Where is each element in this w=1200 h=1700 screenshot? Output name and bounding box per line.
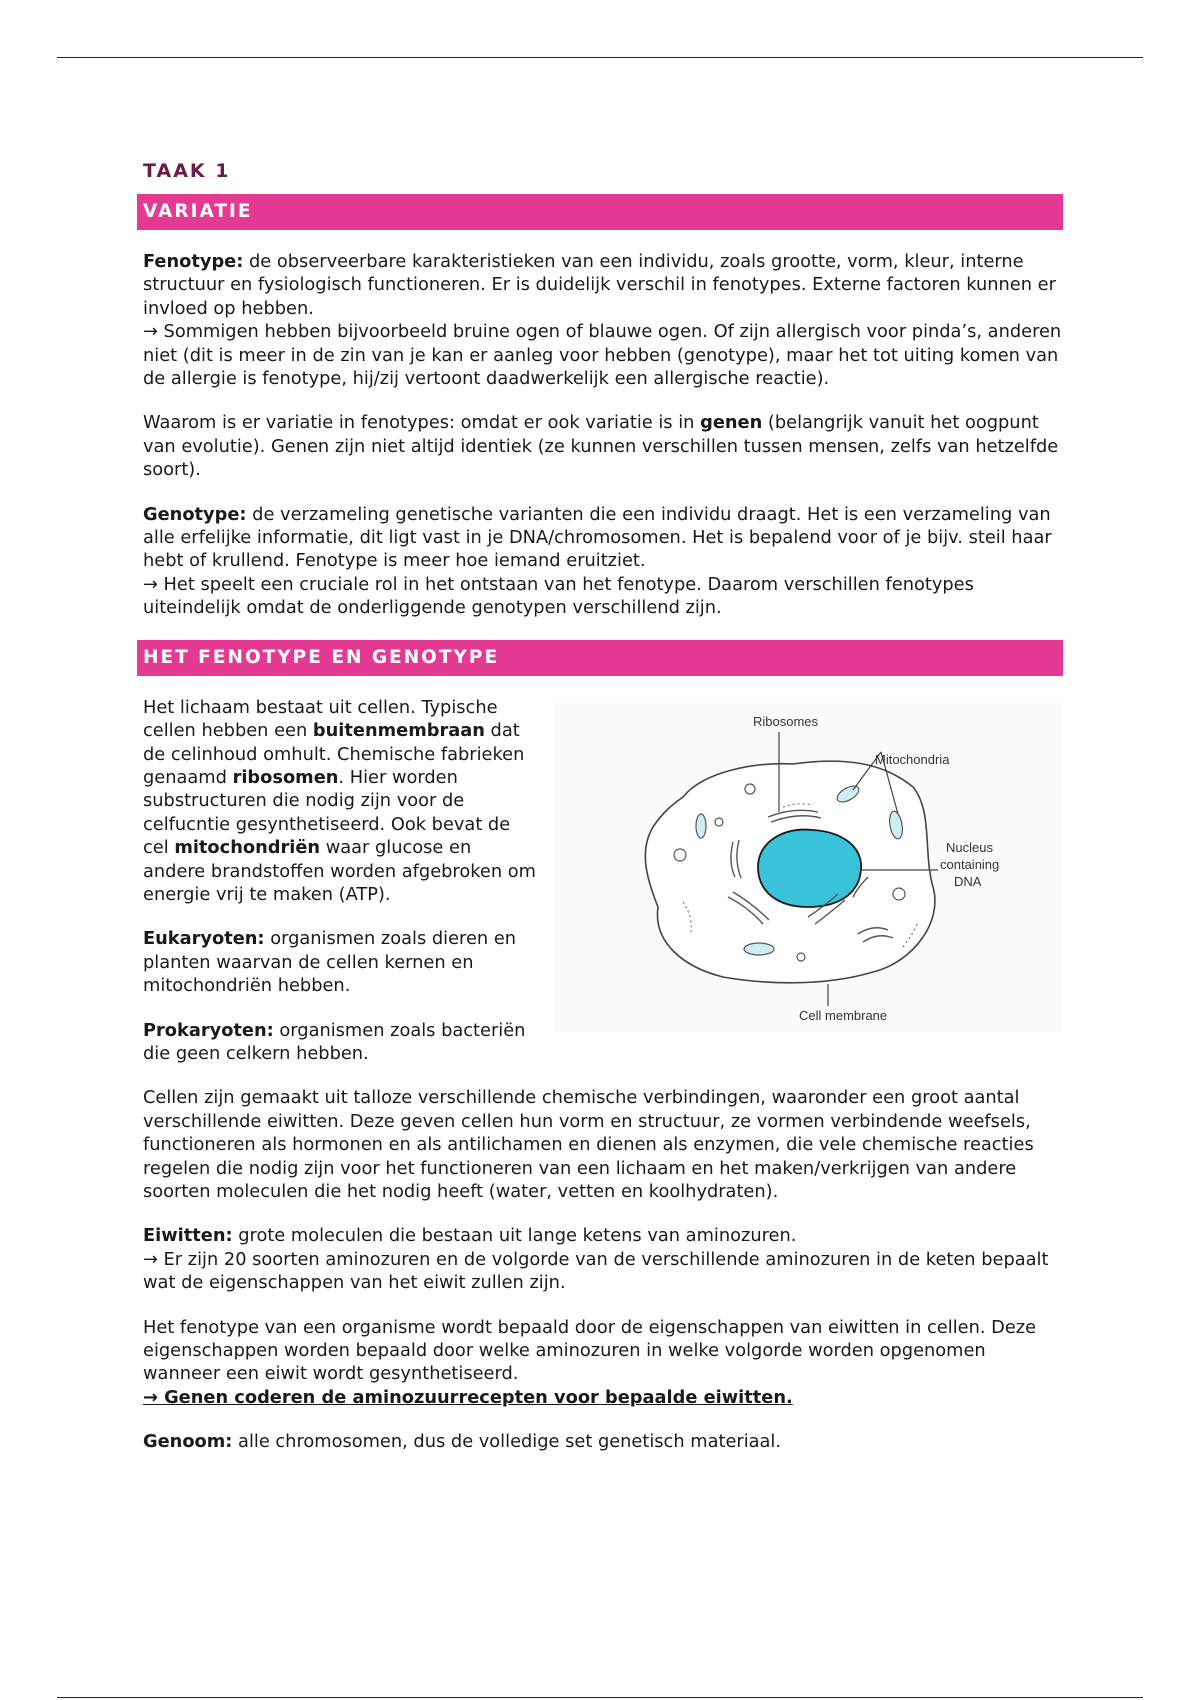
mitochondrion [744,943,774,955]
paragraph-eiwitten: Eiwitten: grote moleculen die bestaan uit lange ketens van aminozuren. → Er zijn 20 soorten aminozuren en de volgorde van de verschillende aminozuren in de keten bepaalt wat de eigenschappen van het eiwit zullen zijn. [143,1225,1049,1294]
cell-text-column [143,696,536,1066]
label-ribosomes: Ribosomes [753,713,819,729]
genotype-example: → Het speelt een cruciale rol in het ontstaan van het fenotype. Daarom verschillen fenotypes uiteindelijk omdat de onderliggende genotypen verschillend zijn. [143,573,974,619]
nucleus-shape [758,829,861,906]
mitochondrion [696,814,706,838]
document-body [143,160,1063,1454]
paragraph-chemie: Cellen zijn gemaakt uit talloze verschillende chemische verbindingen, waaronder een groot aantal verschillende eiwitten. Deze geven cellen hun vorm en structuur, ze vormen verbindende weefsels, functioneren als hormonen en als antilichamen en dienen als enzymen, die vele chemische reacties regelen die nodig zijn voor het functioneren van een lichaam en het maken/verkrijgen van andere soorten moleculen die het nodig heeft (water, vetten en koolhydraten). [143,1087,1034,1202]
paragraph-prokaryoten: Prokaryoten: organismen zoals bacteriën die geen celkern hebben. [143,1019,526,1064]
term-fenotype: Fenotype: [143,251,244,272]
paragraph-cells: Het lichaam bestaat uit cellen. Typische cellen hebben een buitenmembraan dat de celinhoud omhult. Chemische fabrieken genaamd ribosomen. Hier worden substructuren die nodig zijn voor de celfucntie gesynthetiseerd. Ook bevat de cel mitochondriën waar glucose en andere brandstoffen worden afgebroken om energie vrij te maken (ATP). [143,696,536,905]
cell-section [143,696,1063,1066]
section-heading-variatie: VARIATIE [137,194,1063,230]
label-nucleus-1: Nucleus [946,839,993,855]
label-nucleus-3: DNA [954,873,982,889]
top-rule [57,57,1143,58]
paragraph-eukaryoten: Eukaryoten: organismen zoals dieren en planten waarvan de cellen kernen en mitochondriën hebben. [143,928,517,997]
term-genotype: Genotype: [143,503,247,525]
paragraph-waarom: Waarom is er variatie in fenotypes: omdat er ook variatie is in genen (belangrijk vanuit het oogpunt van evolutie). Genen zijn niet altijd identiek (ze kunnen verschillen tussen mensen, zelfs van hetzelfde soort). [143,412,1059,481]
label-cell-membrane: Cell membrane [799,1007,888,1023]
cell-diagram [553,702,1063,1032]
key-statement-genen: → Genen coderen de aminozuurrecepten voor bepaalde eiwitten. [143,1386,793,1408]
label-nucleus-2: containing [940,856,1000,872]
paragraph-fenotype: Fenotype: de observeerbare karakteristieken van een individu, zoals grootte, vorm, kleur, interne structuur en fysiologisch functioneren. Er is duidelijk verschil in fenotypes. Externe factoren kunnen er invloed op hebben. → Sommigen hebben bijvoorbeeld bruine ogen of blauwe ogen. Of zijn allergisch voor pinda’s, anderen niet (dit is meer in de zin van je kan er aanleg voor hebben (genotype), maar het tot uiting komen van de allergie is fenotype, hij/zij vertoont daadwerkelijk een allergische reactie). [143,251,1062,390]
label-mitochondria: Mitochondria [875,751,950,767]
fenotype-example: → Sommigen hebben bijvoorbeeld bruine ogen of blauwe ogen. Of zijn allergisch voor pinda’s, anderen niet (dit is meer in de zin van je kan er aanleg voor hebben (genotype), maar het tot uiting komen van de allergie is fenotype, hij/zij vertoont daadwerkelijk een allergische reactie). [143,321,1062,390]
cell-diagram-svg [553,702,1063,1032]
task-title: TAAK 1 [143,160,231,182]
paragraph-fenotype-eiwit: Het fenotype van een organisme wordt bepaald door de eigenschappen van eiwitten in cellen. Deze eigenschappen worden bepaald door welke aminozuren in welke volgorde worden opgenomen wanneer een eiwit wordt gesynthetiseerd. → Genen coderen de aminozuurrecepten voor bepaalde eiwitten. [143,1316,1037,1408]
section-heading-fenotype-genotype: HET FENOTYPE EN GENOTYPE [137,640,1063,676]
paragraph-genotype: Genotype: de verzameling genetische varianten die een individu draagt. Het is een verzameling van alle erfelijke informatie, dit ligt vast in je DNA/chromosomen. Het is bepalend voor of je bijv. steil haar hebt of krullend. Fenotype is meer hoe iemand eruitziet. → Het speelt een cruciale rol in het ontstaan van het fenotype. Daarom verschillen fenotypes uiteindelijk omdat de onderliggende genotypen verschillend zijn. [143,503,1052,619]
paragraph-genoom: Genoom: alle chromosomen, dus de volledige set genetisch materiaal. [143,1431,782,1453]
bottom-rule [57,1697,1143,1698]
